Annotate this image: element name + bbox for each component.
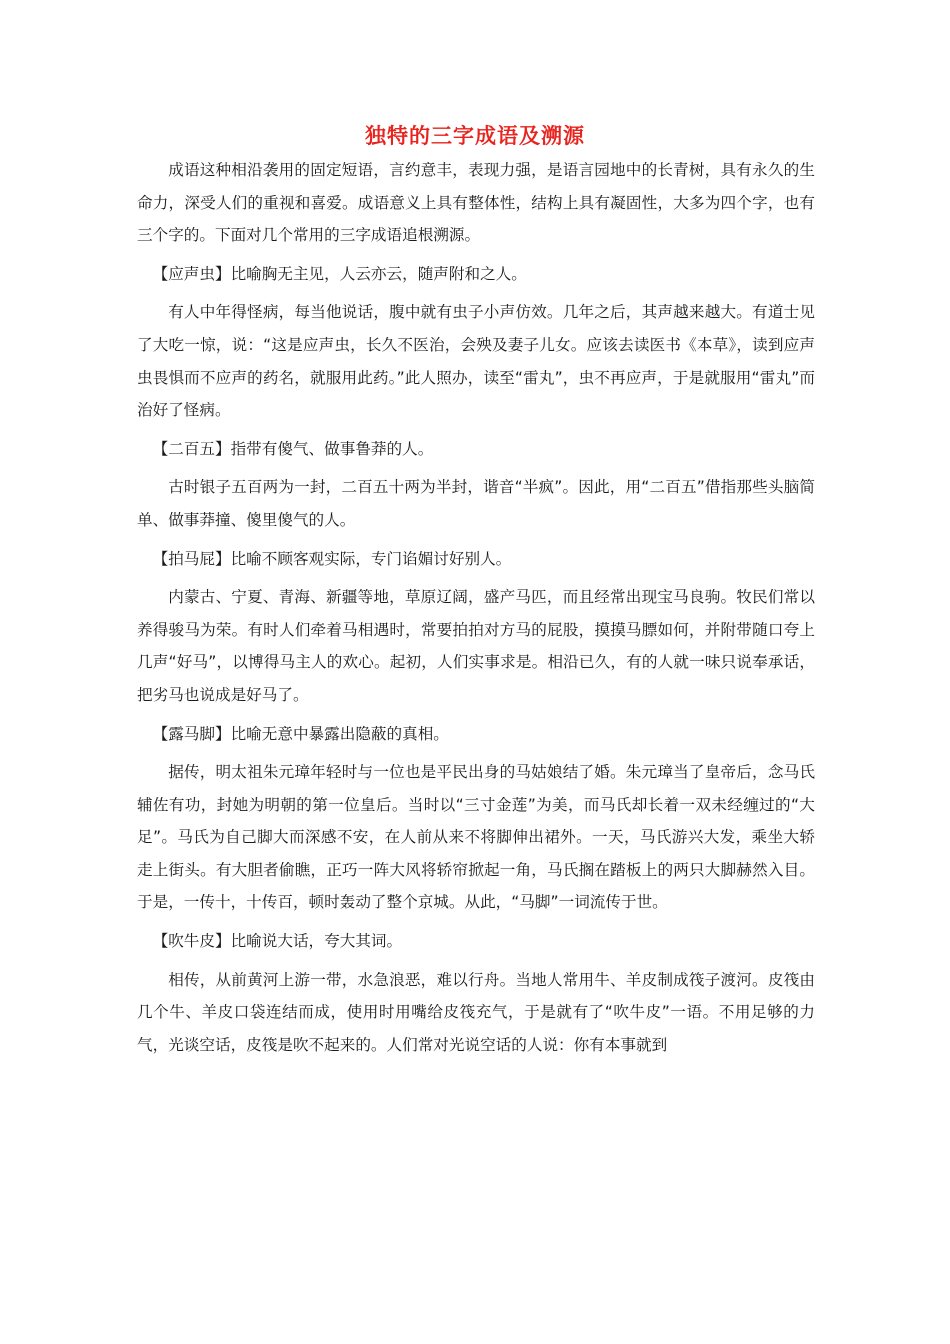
entry-story-paimapi: 内蒙古、宁夏、青海、新疆等地，草原辽阔，盛产马匹，而且经常出现宝马良驹。牧民们常以养得骏马为荣。有时人们牵着马相遇时，常要拍拍对方马的屁股，摸摸马膘如何，并附带随口夸上几声“好马”，以博得马主人的欢心。起初，人们实事求是。相沿已久，有的人就一味只说奉承话，把劣马也说成是好马了。 <box>137 588 815 704</box>
intro-paragraph: 成语这种相沿袭用的固定短语，言约意丰，表现力强，是语言园地中的长青树，具有永久的生命力，深受人们的重视和喜爱。成语意义上具有整体性，结构上具有凝固性，大多为四个字，也有三个字的。下面对几个常用的三字成语追根溯源。 <box>137 161 815 245</box>
entry-heading-erbaiwu: 【二百五】指带有傻气、做事鲁莽的人。 <box>152 439 434 458</box>
document-body <box>137 154 815 1061</box>
page-title: 独特的三字成语及溯源 <box>365 124 585 148</box>
entry-heading-lumajiao: 【露马脚】比喻无意中暴露出隐蔽的真相。 <box>152 724 449 743</box>
entry-story-lumajiao: 据传，明太祖朱元璋年轻时与一位也是平民出身的马姑娘结了婚。朱元璋当了皇帝后，念马氏辅佐有功，封她为明朝的第一位皇后。当时以“三寸金莲”为美，而马氏却长着一双未经缠过的“大足”。马氏为自己脚大而深感不安，在人前从来不将脚伸出裙外。一天，马氏游兴大发，乘坐大轿走上街头。有大胆者偷瞧，正巧一阵大风将轿帘掀起一角，马氏搁在踏板上的两只大脚赫然入目。于是，一传十，十传百，顿时轰动了整个京城。从此，“马脚”一词流传于世。 <box>137 763 815 912</box>
entry-heading-chuiniupi: 【吹牛皮】比喻说大话，夸大其词。 <box>152 932 403 951</box>
entry-story-yingshengchong: 有人中年得怪病，每当他说话，腹中就有虫子小声仿效。几年之后，其声越来越大。有道士见了大吃一惊，说：“这是应声虫，长久不医治，会殃及妻子儿女。应该去读医书《本草》，读到应声虫畏惧而不应声的药名，就服用此药。”此人照办，读至“雷丸”，虫不再应声，于是就服用“雷丸”而治好了怪病。 <box>137 303 815 420</box>
entry-story-chuiniupi: 相传，从前黄河上游一带，水急浪恶，难以行舟。当地人常用牛、羊皮制成筏子渡河。皮筏由几个牛、羊皮口袋连结而成，使用时用嘴给皮筏充气，于是就有了“吹牛皮”一语。不用足够的力气，光谈空话，皮筏是吹不起来的。人们常对光说空话的人说：你有本事就到 <box>137 970 815 1054</box>
entry-heading-yingshengchong: 【应声虫】比喻胸无主见，人云亦云，随声附和之人。 <box>152 264 527 283</box>
entry-story-erbaiwu: 古时银子五百两为一封，二百五十两为半封，谐音“半疯”。因此，用“二百五”借指那些头脑简单、做事莽撞、傻里傻气的人。 <box>137 478 815 529</box>
entry-heading-paimapi: 【拍马屁】比喻不顾客观实际，专门谄媚讨好别人。 <box>152 549 512 568</box>
